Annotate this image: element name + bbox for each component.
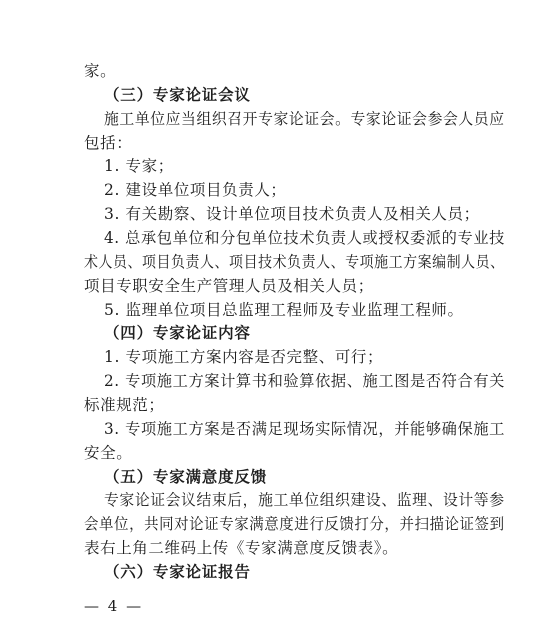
text-line: 项目专职安全生产管理人员及相关人员；: [84, 277, 374, 295]
section-heading: （五）专家满意度反馈: [104, 467, 268, 486]
text-line: 术人员、项目负责人、项目技术负责人、专项施工方案编制人员、: [84, 253, 505, 271]
list-item: 2. 建设单位项目负责人；: [104, 181, 287, 199]
text-line: 施工单位应当组织召开专家论证会。专家论证会参会人员应: [104, 110, 505, 128]
list-item: 4. 总承包单位和分包单位技术负责人或授权委派的专业技: [104, 229, 505, 247]
page-number: — 4 —: [84, 597, 144, 615]
text-line: 专家论证会议结束后，施工单位组织建设、监理、设计等参: [104, 491, 505, 509]
text-line: 安全。: [84, 444, 133, 462]
section-heading: （三）专家论证会议: [104, 85, 251, 104]
text-line: 家。: [84, 62, 117, 80]
list-item: 3. 有关勘察、设计单位项目技术负责人及相关人员；: [104, 205, 480, 223]
text-line: 包括：: [84, 134, 133, 152]
text-line: 表右上角二维码上传《专家满意度反馈表》。: [84, 539, 399, 557]
list-item: 1. 专家；: [104, 157, 174, 175]
text-line: 标准规范；: [84, 396, 165, 414]
section-heading: （六）专家论证报告: [104, 562, 251, 581]
list-item: 1. 专项施工方案内容是否完整、可行；: [104, 348, 384, 366]
text-line: 会单位，共同对论证专家满意度进行反馈打分，并扫描论证签到: [84, 515, 505, 533]
list-item: 2. 专项施工方案计算书和验算依据、施工图是否符合有关: [104, 372, 505, 390]
section-heading: （四）专家论证内容: [104, 323, 251, 342]
list-item: 3. 专项施工方案是否满足现场实际情况，并能够确保施工: [104, 420, 505, 438]
list-item: 5. 监理单位项目总监理工程师及专业监理工程师。: [104, 301, 464, 319]
